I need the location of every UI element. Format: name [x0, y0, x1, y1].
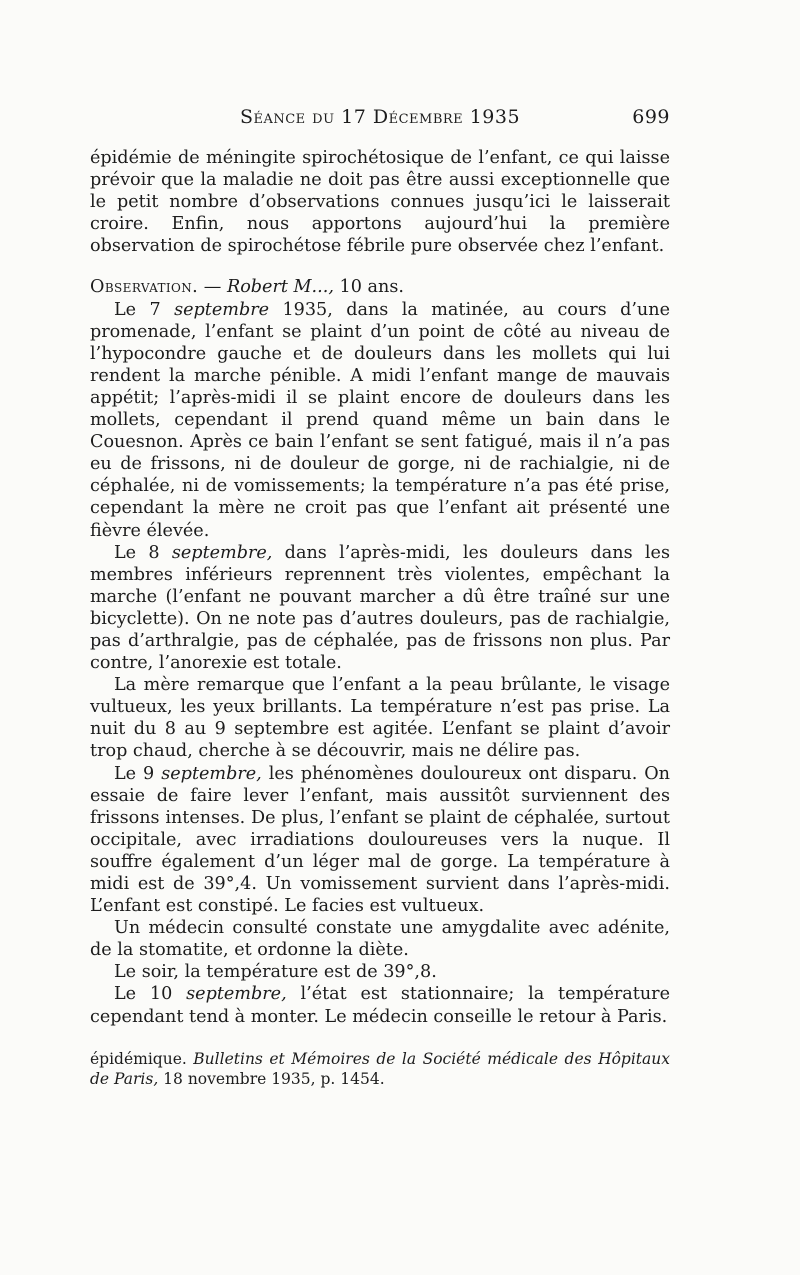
p2-lead: Le 8 [114, 542, 172, 563]
paragraph-evening: Le soir, la température est de 39°,8. [114, 962, 437, 983]
p1-lead: Le 7 [114, 299, 175, 320]
header-day: 17 [341, 106, 367, 128]
header-month: Décembre [372, 106, 464, 128]
p7-rest: l’état est stationnaire; la température cependant tend à monter. Le médecin conseille le retour à Paris. [90, 984, 670, 1027]
footnote [90, 1050, 670, 1089]
paragraph-sept-7 [90, 299, 670, 542]
p7-lead: Le 10 [114, 984, 187, 1005]
p1-rest: 1935, dans la matinée, au cours d’une promenade, l’enfant se plaint d’un point de côté au niveau de l’hypocondre gauche et de douleurs dans les mollets qui lui rendent la marche pénible. A midi l’enfant mange de mauvais appétit; l’après-midi il se plaint encore de douleurs dans les mollets, cependant il prend quand même un bain dans le Couesnon. Après ce bain l’enfant se sent fatigué, mais il n’a pas eu de frissons, ni de douleur de gorge, ni de rachialgie, ni de céphalée, ni de vomissements; la température n’a pas été prise, cependant la mère ne croit pas que l’enfant ait présenté une fièvre élevée. [90, 299, 670, 541]
observation-dash: — [198, 277, 227, 298]
patient-age: 10 ans. [333, 277, 404, 298]
paragraph-doctor: Un médecin consulté constate une amygdalite avec adénite, de la stomatite, et ordonne la diète. [90, 918, 670, 961]
header-title [90, 106, 670, 128]
page-number: 699 [632, 106, 670, 128]
footnote-journal: Bulletins et Mémoires de la Société médicale des Hôpitaux de Paris, [90, 1050, 670, 1088]
footnote-rest: 18 novembre 1935, p. 1454. [158, 1069, 385, 1088]
p4-date: septembre, [161, 763, 262, 784]
footnote-lead: épidémique. [90, 1050, 194, 1068]
p2-date: septembre, [171, 542, 273, 563]
footnote-text [90, 1050, 670, 1089]
paragraph-intro: épidémie de méningite spirochétosique de l’enfant, ce qui laisse prévoir que la maladie ne doit pas être aussi exceptionnelle que le petit nombre d’observations connues jusqu’ici le laisserait croire. Enfin, nous apportons aujourd’hui la première observation de spirochétose fébrile pure observée chez l’enfant. [90, 148, 670, 257]
paragraph-sept-10 [90, 983, 670, 1027]
p4-lead: Le 9 [114, 763, 162, 784]
paragraph-mother: La mère remarque que l’enfant a la peau brûlante, le visage vultueux, les yeux brillants. La température n’est pas prise. La nuit du 8 au 9 septembre est agitée. L’enfant se plaint d’avoir trop chaud, cherche à se découvrir, mais ne délire pas. [90, 675, 670, 762]
p7-date: septembre, [186, 984, 287, 1005]
paragraph-sept-8 [90, 542, 670, 675]
paragraph-sept-9 [90, 763, 670, 918]
running-header [90, 106, 670, 134]
observation-heading [90, 276, 670, 298]
patient-name: Robert M..., [226, 277, 334, 298]
observation-label: Observation. [90, 277, 199, 298]
header-seance: Séance du [239, 106, 335, 128]
header-year: 1935 [469, 106, 521, 128]
p4-rest: les phénomènes douloureux ont disparu. On essaie de faire lever l’enfant, mais aussitôt surviennent des frissons intenses. De plus, l’enfant se plaint de céphalée, surtout occipitale, avec irradiations douloureuses vers la nuque. Il souffre également d’un léger mal de gorge. La température à midi est de 39°,4. Un vomissement survient dans l’après-midi. L’enfant est constipé. Le facies est vultueux. [90, 763, 671, 917]
p1-date: septembre [174, 299, 270, 320]
p2-rest: dans l’après-midi, les douleurs dans les membres inférieurs reprennent très violentes, empêchant la marche (l’enfant ne pouvant marcher a dû être traîné sur une bicyclette). On ne note pas d’autres douleurs, pas de rachialgie, pas d’arthralgie, pas de céphalée, pas de frissons non plus. Par contre, l’anorexie est totale. [90, 542, 670, 674]
body-text [90, 147, 670, 1028]
